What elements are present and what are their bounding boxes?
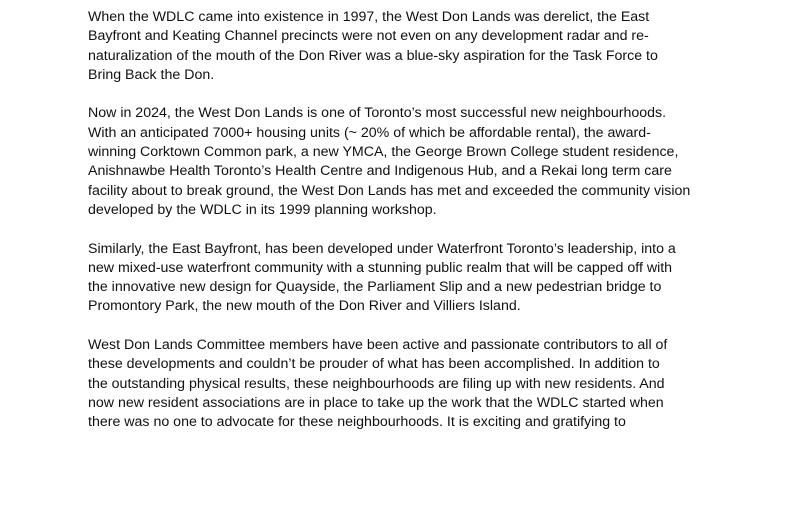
text-line: facility about to break ground, the West Don Lands has met and exceeded the community vision xyxy=(88,182,691,199)
text-line: Similarly, the East Bayfront, has been developed under Waterfront Toronto’s leadership, into a xyxy=(88,240,676,257)
text-line: these developments and couldn’t be prouder of what has been accomplished. In addition to xyxy=(88,356,660,373)
text-line: the innovative new design for Quayside, the Parliament Slip and a new pedestrian bridge to xyxy=(88,279,662,296)
text-line: new mixed-use waterfront community with a stunning public realm that will be capped off with xyxy=(88,259,673,276)
document-body xyxy=(88,8,728,452)
paragraph-east-bayfront xyxy=(88,240,728,317)
paragraph-wdlc-history xyxy=(88,8,728,85)
text-line: Bring Back the Don. xyxy=(88,66,215,83)
text-line: the outstanding physical results, these neighbourhoods are filing up with new residents. And xyxy=(88,375,665,392)
text-line: winning Corktown Common park, a new YMCA, the George Brown College student residence, xyxy=(88,144,679,161)
paragraph-committee-members xyxy=(88,336,728,432)
text-line: When the WDLC came into existence in 1997, the West Don Lands was derelict, the East xyxy=(88,9,650,25)
text-line: now new resident associations are in place to take up the work that the WDLC started when xyxy=(88,394,664,411)
text-line: naturalization of the mouth of the Don River was a blue-sky aspiration for the Task Force to xyxy=(88,47,658,64)
text-line: Anishnawbe Health Toronto’s Health Centre and Indigenous Hub, and a Rekai long term care xyxy=(88,163,672,180)
text-line: developed by the WDLC in its 1999 planning workshop. xyxy=(88,201,437,218)
text-line: there was no one to advocate for these neighbourhoods. It is exciting and gratifying to xyxy=(88,414,626,431)
text-line: Now in 2024, the West Don Lands is one of Toronto’s most successful new neighbourhoods. xyxy=(88,105,667,122)
text-line: West Don Lands Committee members have been active and passionate contributors to all of xyxy=(88,337,668,354)
paragraph-west-don-lands-2024 xyxy=(88,104,728,220)
text-line: Bayfront and Keating Channel precincts were not even on any development radar and re- xyxy=(88,28,649,45)
text-line: With an anticipated 7000+ housing units (~ 20% of which be affordable rental), the award- xyxy=(88,124,651,141)
text-line: Promontory Park, the new mouth of the Don River and Villiers Island. xyxy=(88,298,521,315)
